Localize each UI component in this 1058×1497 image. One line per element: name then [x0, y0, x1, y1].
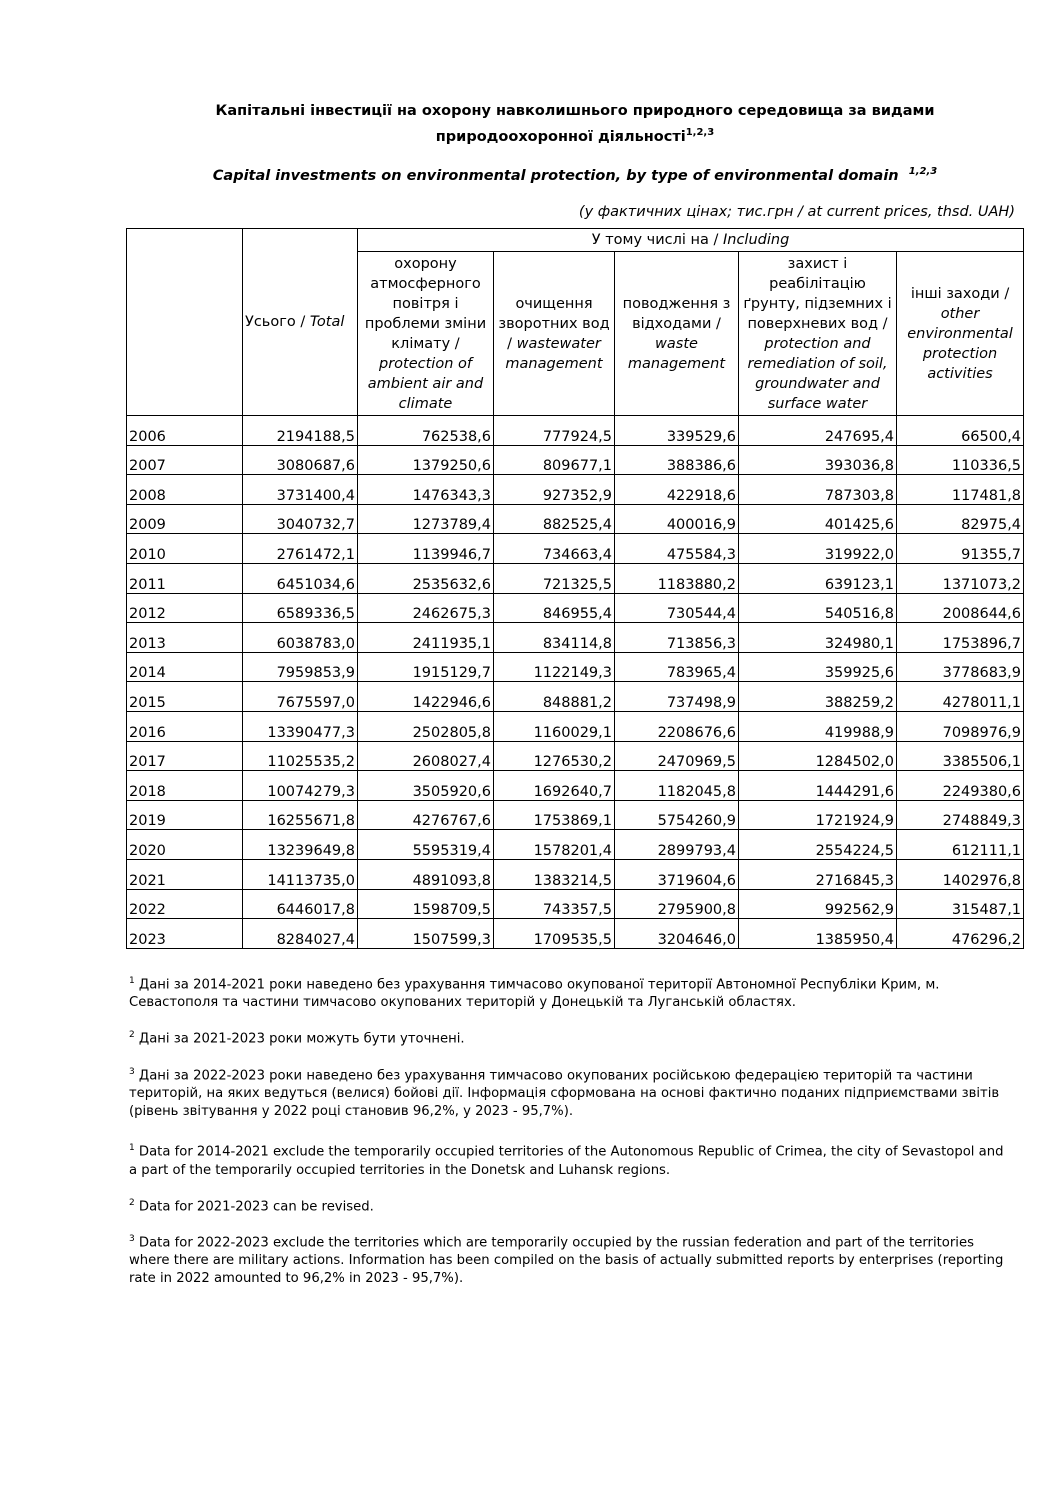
- cell-total: 8284027,4: [243, 919, 358, 949]
- table-row: [127, 771, 1024, 801]
- cell-other: 612111,1: [897, 830, 1024, 860]
- cell-other: 2249380,6: [897, 771, 1024, 801]
- cell-waste: 1182045,8: [615, 771, 739, 801]
- table-row: [127, 623, 1024, 653]
- cell-soil: 1721924,9: [739, 800, 897, 830]
- cell-waste: 3204646,0: [615, 919, 739, 949]
- title-english: [150, 162, 1000, 186]
- cell-other: 66500,4: [897, 416, 1024, 446]
- cell-air: 1476343,3: [358, 475, 494, 505]
- cell-air: 1379250,6: [358, 445, 494, 475]
- cell-other: 1402976,8: [897, 859, 1024, 889]
- cell-total: 14113735,0: [243, 859, 358, 889]
- cell-wastewater: 777924,5: [494, 416, 615, 446]
- cell-year: 2015: [127, 682, 243, 712]
- cell-waste: 339529,6: [615, 416, 739, 446]
- footnote-text: Data for 2021-2023 can be revised.: [134, 1198, 374, 1214]
- cell-wastewater: 848881,2: [494, 682, 615, 712]
- cell-wastewater: 809677,1: [494, 445, 615, 475]
- table-row: [127, 889, 1024, 919]
- header-including-ua: У тому числі на /: [591, 232, 723, 248]
- cell-air: 3505920,6: [358, 771, 494, 801]
- footnote-text: Дані за 2014-2021 роки наведено без урахування тимчасово окупованої території Автономної Республіки Крим, м. Севастополя та частини тимчасово окупованих територій у Донецькій та Луганській областях.: [129, 977, 940, 1011]
- cell-year: 2007: [127, 445, 243, 475]
- table-row: [127, 416, 1024, 446]
- cell-soil: 992562,9: [739, 889, 897, 919]
- title-ukrainian-footnote-marker: 1,2,3: [685, 127, 715, 138]
- cell-total: 3731400,4: [243, 475, 358, 505]
- table-row: [127, 859, 1024, 889]
- cell-total: 6446017,8: [243, 889, 358, 919]
- cell-air: 1273789,4: [358, 504, 494, 534]
- header-other-ua: інші заходи /: [910, 285, 1010, 302]
- table-row: [127, 711, 1024, 741]
- units-note: (у фактичних цінах; тис.грн / at current prices, thsd. UAH): [578, 204, 1015, 220]
- cell-total: 3040732,7: [243, 504, 358, 534]
- cell-total: 3080687,6: [243, 445, 358, 475]
- header-total: [243, 229, 358, 416]
- cell-soil: 1284502,0: [739, 741, 897, 771]
- cell-air: 762538,6: [358, 416, 494, 446]
- header-total-en: Total: [309, 314, 345, 330]
- cell-soil: 639123,1: [739, 563, 897, 593]
- footnote-marker: 1: [129, 1143, 135, 1154]
- cell-waste: 2899793,4: [615, 830, 739, 860]
- cell-total: 6038783,0: [243, 623, 358, 653]
- cell-waste: 713856,3: [615, 623, 739, 653]
- cell-other: 7098976,9: [897, 711, 1024, 741]
- cell-year: 2013: [127, 623, 243, 653]
- cell-other: 1753896,7: [897, 623, 1024, 653]
- footnote-marker: 2: [129, 1197, 135, 1208]
- header-air-ua: охорону атмосферного повітря і проблеми зміни клімату /: [364, 255, 487, 352]
- cell-air: 2608027,4: [358, 741, 494, 771]
- cell-wastewater: 1692640,7: [494, 771, 615, 801]
- footnote-ua-3: [129, 1063, 1009, 1121]
- cell-total: 13239649,8: [243, 830, 358, 860]
- footnote-text: Data for 2014-2021 exclude the temporarily occupied territories of the Autonomous Republic of Crimea, the city of Sevastopol and a part of the temporarily occupied territories in the Donetsk and Luhansk regions.: [129, 1144, 1004, 1178]
- footnotes: [129, 972, 1009, 1302]
- cell-year: 2011: [127, 563, 243, 593]
- cell-year: 2006: [127, 416, 243, 446]
- cell-total: 7675597,0: [243, 682, 358, 712]
- cell-soil: 2716845,3: [739, 859, 897, 889]
- cell-waste: 3719604,6: [615, 859, 739, 889]
- cell-wastewater: 1753869,1: [494, 800, 615, 830]
- cell-other: 1371073,2: [897, 563, 1024, 593]
- table-row: [127, 593, 1024, 623]
- cell-air: 1598709,5: [358, 889, 494, 919]
- table-row: [127, 504, 1024, 534]
- cell-other: 476296,2: [897, 919, 1024, 949]
- cell-year: 2018: [127, 771, 243, 801]
- cell-year: 2010: [127, 534, 243, 564]
- cell-soil: 319922,0: [739, 534, 897, 564]
- footnote-marker: 3: [129, 1066, 135, 1077]
- cell-soil: 1385950,4: [739, 919, 897, 949]
- cell-air: 5595319,4: [358, 830, 494, 860]
- footnote-ua-1: [129, 972, 1009, 1012]
- cell-waste: 2795900,8: [615, 889, 739, 919]
- cell-year: 2020: [127, 830, 243, 860]
- title-english-text: Capital investments on environmental protection, by type of environmental domain: [212, 167, 899, 184]
- table-row: [127, 445, 1024, 475]
- header-air-en: protection of ambient air and climate: [367, 355, 484, 412]
- cell-waste: 422918,6: [615, 475, 739, 505]
- cell-other: 3385506,1: [897, 741, 1024, 771]
- header-waste-ua: поводження з відходами /: [622, 295, 731, 332]
- cell-total: 2761472,1: [243, 534, 358, 564]
- header-other-en: other environmental protection activities: [907, 305, 1013, 382]
- cell-total: 11025535,2: [243, 741, 358, 771]
- cell-other: 91355,7: [897, 534, 1024, 564]
- cell-wastewater: 1276530,2: [494, 741, 615, 771]
- cell-air: 1915129,7: [358, 652, 494, 682]
- cell-air: 4891093,8: [358, 859, 494, 889]
- cell-wastewater: 734663,4: [494, 534, 615, 564]
- cell-soil: 540516,8: [739, 593, 897, 623]
- cell-waste: 730544,4: [615, 593, 739, 623]
- table-row: [127, 741, 1024, 771]
- cell-year: 2023: [127, 919, 243, 949]
- cell-waste: 388386,6: [615, 445, 739, 475]
- header-year: [127, 229, 243, 416]
- cell-wastewater: 927352,9: [494, 475, 615, 505]
- table-row: [127, 652, 1024, 682]
- cell-other: 4278011,1: [897, 682, 1024, 712]
- title-ukrainian-text: Капітальні інвестиції на охорону навколишнього природного середовища за видами природоохоронної діяльності: [215, 103, 935, 145]
- header-other: [897, 252, 1024, 416]
- footnote-en-1: [129, 1139, 1009, 1179]
- cell-soil: 388259,2: [739, 682, 897, 712]
- table-body: [127, 416, 1024, 949]
- cell-year: 2022: [127, 889, 243, 919]
- cell-wastewater: 846955,4: [494, 593, 615, 623]
- cell-soil: 419988,9: [739, 711, 897, 741]
- cell-waste: 2470969,5: [615, 741, 739, 771]
- cell-air: 2502805,8: [358, 711, 494, 741]
- cell-total: 6589336,5: [243, 593, 358, 623]
- cell-soil: 787303,8: [739, 475, 897, 505]
- cell-waste: 475584,3: [615, 534, 739, 564]
- header-total-ua: Усього /: [245, 314, 310, 330]
- header-soil-ua: захист і реабілітацію ґрунту, підземних і поверхневих вод /: [743, 255, 892, 332]
- cell-wastewater: 1709535,5: [494, 919, 615, 949]
- cell-soil: 2554224,5: [739, 830, 897, 860]
- header-including: [358, 229, 1024, 252]
- header-waste-en: waste management: [627, 335, 726, 372]
- cell-air: 2535632,6: [358, 563, 494, 593]
- footnote-en-2: [129, 1194, 1009, 1216]
- cell-total: 10074279,3: [243, 771, 358, 801]
- cell-soil: 247695,4: [739, 416, 897, 446]
- footnote-text: Data for 2022-2023 exclude the territories which are temporarily occupied by the russian federation and part of the territories where there are military actions. Information has been compiled on the basis of actually submitted reports by enterprises (reporting rate in 2022 amounted to 96,2% in 2023 - 95,7%).: [129, 1235, 1004, 1287]
- cell-total: 7959853,9: [243, 652, 358, 682]
- table-row: [127, 682, 1024, 712]
- cell-air: 2462675,3: [358, 593, 494, 623]
- cell-air: 2411935,1: [358, 623, 494, 653]
- cell-year: 2009: [127, 504, 243, 534]
- cell-other: 3778683,9: [897, 652, 1024, 682]
- cell-wastewater: 1578201,4: [494, 830, 615, 860]
- header-soil-en: protection and remediation of soil, groundwater and surface water: [747, 335, 888, 412]
- header-wastewater-ua: очищення зворотних вод /: [498, 295, 610, 352]
- cell-air: 1422946,6: [358, 682, 494, 712]
- footnote-text: Дані за 2022-2023 роки наведено без урахування тимчасово окупованих російською федерацією територій та частини територій, на яких ведуться (велися) бойові дії. Інформація сформована на основі фактично поданих підприємствами звітів (рівень звітування у 2022 році становив 96,2%, у 2023 - 95,7%).: [129, 1068, 1000, 1120]
- cell-wastewater: 1383214,5: [494, 859, 615, 889]
- cell-other: 117481,8: [897, 475, 1024, 505]
- title-ukrainian: [150, 100, 1000, 148]
- cell-year: 2016: [127, 711, 243, 741]
- cell-waste: 5754260,9: [615, 800, 739, 830]
- cell-air: 1507599,3: [358, 919, 494, 949]
- cell-soil: 393036,8: [739, 445, 897, 475]
- cell-air: 4276767,6: [358, 800, 494, 830]
- cell-year: 2008: [127, 475, 243, 505]
- cell-waste: 737498,9: [615, 682, 739, 712]
- footnote-text: Дані за 2021-2023 роки можуть бути уточнені.: [134, 1031, 465, 1047]
- cell-wastewater: 1160029,1: [494, 711, 615, 741]
- header-waste: [615, 252, 739, 416]
- cell-waste: 1183880,2: [615, 563, 739, 593]
- header-including-en: Including: [722, 232, 790, 248]
- cell-other: 2748849,3: [897, 800, 1024, 830]
- footnote-en-3: [129, 1230, 1009, 1288]
- cell-total: 16255671,8: [243, 800, 358, 830]
- table-row: [127, 563, 1024, 593]
- header-wastewater-en: wastewater management: [505, 335, 603, 372]
- cell-year: 2012: [127, 593, 243, 623]
- footnote-marker: 3: [129, 1233, 135, 1244]
- cell-other: 110336,5: [897, 445, 1024, 475]
- cell-soil: 1444291,6: [739, 771, 897, 801]
- cell-year: 2019: [127, 800, 243, 830]
- cell-wastewater: 834114,8: [494, 623, 615, 653]
- cell-wastewater: 743357,5: [494, 889, 615, 919]
- cell-waste: 783965,4: [615, 652, 739, 682]
- cell-other: 82975,4: [897, 504, 1024, 534]
- header-air: [358, 252, 494, 416]
- footnote-ua-2: [129, 1026, 1009, 1048]
- cell-wastewater: 882525,4: [494, 504, 615, 534]
- cell-soil: 324980,1: [739, 623, 897, 653]
- cell-air: 1139946,7: [358, 534, 494, 564]
- cell-total: 13390477,3: [243, 711, 358, 741]
- cell-total: 6451034,6: [243, 563, 358, 593]
- title-english-footnote-marker: 1,2,3: [908, 166, 938, 177]
- footnote-marker: 1: [129, 976, 135, 986]
- cell-year: 2021: [127, 859, 243, 889]
- cell-year: 2017: [127, 741, 243, 771]
- cell-waste: 2208676,6: [615, 711, 739, 741]
- header-wastewater: [494, 252, 615, 416]
- cell-other: 315487,1: [897, 889, 1024, 919]
- footnote-marker: 2: [129, 1030, 135, 1041]
- table-row: [127, 534, 1024, 564]
- investments-table: [126, 228, 1024, 949]
- cell-soil: 401425,6: [739, 504, 897, 534]
- cell-year: 2014: [127, 652, 243, 682]
- table-row: [127, 800, 1024, 830]
- cell-wastewater: 721325,5: [494, 563, 615, 593]
- table-row: [127, 830, 1024, 860]
- cell-total: 2194188,5: [243, 416, 358, 446]
- cell-wastewater: 1122149,3: [494, 652, 615, 682]
- table-row: [127, 919, 1024, 949]
- cell-other: 2008644,6: [897, 593, 1024, 623]
- header-soil: [739, 252, 897, 416]
- cell-soil: 359925,6: [739, 652, 897, 682]
- table-row: [127, 475, 1024, 505]
- cell-waste: 400016,9: [615, 504, 739, 534]
